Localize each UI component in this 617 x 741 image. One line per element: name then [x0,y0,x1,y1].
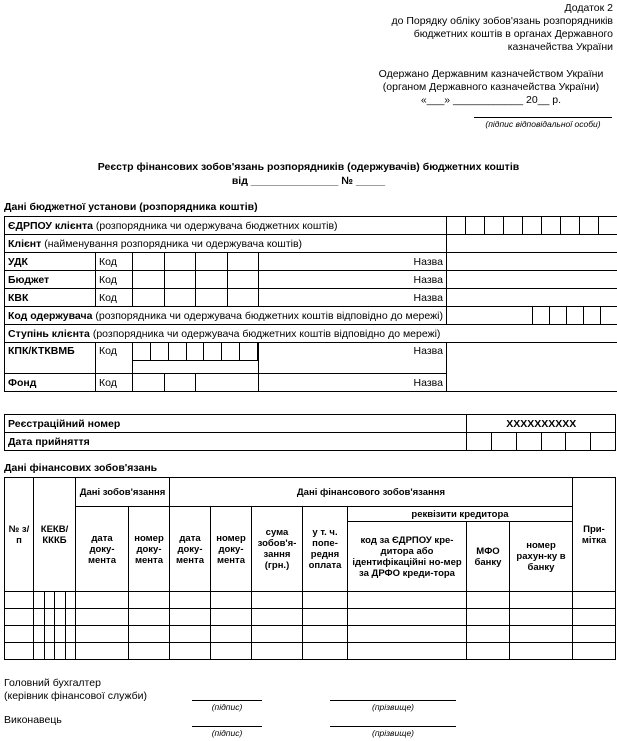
table-row [5,235,617,253]
client-label: Клієнт [8,237,42,250]
client-value[interactable] [446,235,617,253]
client-hint: (найменування розпорядника чи одержувача коштів) [44,237,303,250]
budget-label: Бюджет [5,271,96,289]
edrpou-hint: (розпорядника чи одержувача бюджетних коштів) [95,219,338,232]
col-doc-date: дата доку-мента [76,507,129,592]
chief-accountant-block [4,677,147,703]
kvk-name-value[interactable] [446,289,617,307]
table-row[interactable] [5,592,616,609]
surname-caption: (прізвище) [371,702,415,712]
table-row [5,415,616,433]
annex-block [391,2,613,54]
received-line: Одержано Державним казначейством України [378,68,604,80]
col-mfo: МФО банку [467,522,510,592]
col-fin-group: Дані фінансового зобов'язання [170,478,573,507]
table-row[interactable] [5,626,616,643]
name-label: Назва [259,289,447,307]
recipient-code-hint: (розпорядника чи одержувача бюджетних коштів відповідно до мережі) [95,309,443,322]
udk-name-value[interactable] [446,253,617,271]
name-label: Назва [259,271,447,289]
executor-surname-line[interactable] [330,726,456,727]
table-row [5,253,617,271]
code-label: Код [96,343,133,374]
annex-line: казначейства України [507,41,613,53]
page-title: Реєстр фінансових зобов'язань розпорядників (одержувачів) бюджетних коштів [97,161,520,173]
col-fdoc-date: дата доку-мента [170,507,211,592]
table-row [5,433,616,451]
name-label: Назва [259,343,447,374]
recipient-code-label: Код одержувача [8,309,93,322]
executor-sign-line[interactable] [192,726,262,727]
received-date: «___» ____________ 20__ р. [420,94,562,106]
reg-number-label: Реєстраційний номер [5,415,467,433]
annex-line: бюджетних коштів в органах Державного [413,28,613,40]
name-label: Назва [259,253,447,271]
code-label: Код [96,374,133,392]
table-row [5,271,617,289]
table-row[interactable] [5,643,616,660]
table-row[interactable] [5,609,616,626]
obligations-table [4,477,616,660]
col-num: № з/п [5,478,34,592]
udk-label: УДК [5,253,96,271]
chief-sign-line[interactable] [192,700,262,701]
col-note: При-мітка [573,478,616,592]
sign-caption: (підпис) [211,702,243,712]
col-account: номер рахун-ку в банку [510,522,573,592]
registration-table [4,414,616,451]
col-fdoc-num: номер доку-мента [211,507,252,592]
table-row [5,217,617,235]
table-row [5,325,617,343]
surname-caption: (прізвище) [371,728,415,738]
table-row [5,307,617,325]
code-label: Код [96,289,133,307]
register-subtitle: від _______________ № _____ [231,175,386,187]
col-creditor-code: код за ЄДРПОУ кре-дитора або ідентифікаційні но-мер за ДРФО креди-тора [348,522,467,592]
col-doc-num: номер доку-мента [129,507,170,592]
col-prepay: у т. ч. попе-редня оплата [303,507,348,592]
executor-label: Виконавець [4,714,62,726]
fund-label: Фонд [5,374,96,392]
client-level-label: Ступінь клієнта [8,327,90,340]
table-row [5,343,617,374]
register-title-block [0,160,617,188]
annex-line: до Порядку обліку зобов'язань розпорядників [391,15,613,27]
table-header-row [5,507,616,522]
col-kekv: КЕКВ/ КККБ [34,478,76,592]
client-level-hint: (розпорядника чи одержувача бюджетних коштів відповідно до мережі) [92,327,441,340]
table-header-row [5,478,616,507]
code-label: Код [96,271,133,289]
recipient-code-cells[interactable] [446,307,617,325]
col-sum: сума зобов'я-зання (грн.) [252,507,303,592]
budget-table [4,216,617,392]
annex-line: Додаток 2 [564,2,613,14]
name-label: Назва [259,374,447,392]
budget-name-value[interactable] [446,271,617,289]
kpk-name-value[interactable] [446,343,617,392]
kpk-label: КПК/КТКВМБ [5,343,96,374]
budget-section-heading: Дані бюджетної установи (розпорядника коштів) [4,201,258,213]
chief-surname-line[interactable] [330,700,456,701]
chief-subtitle: (керівник фінансової служби) [4,690,147,702]
reg-number-value: XXXXXXXXXX [467,415,616,433]
edrpou-cells[interactable] [446,217,617,235]
table-row [5,289,617,307]
received-line: (органом Державного казначейства України) [382,81,600,93]
code-label: Код [96,253,133,271]
obligations-heading: Дані фінансових зобов'язань [4,462,158,474]
col-obl-group: Дані зобов'язання [76,478,170,507]
accepted-label: Дата прийняття [5,433,467,451]
signature-caption: (підпис відповідальної особи) [485,119,601,129]
kvk-label: КВК [5,289,96,307]
sign-caption: (підпис) [211,728,243,738]
col-creditor: реквізити кредитора [348,507,573,522]
edrpou-label: ЄДРПОУ клієнта [8,219,93,232]
received-block [366,68,616,131]
chief-title: Головний бухгалтер [4,677,101,689]
